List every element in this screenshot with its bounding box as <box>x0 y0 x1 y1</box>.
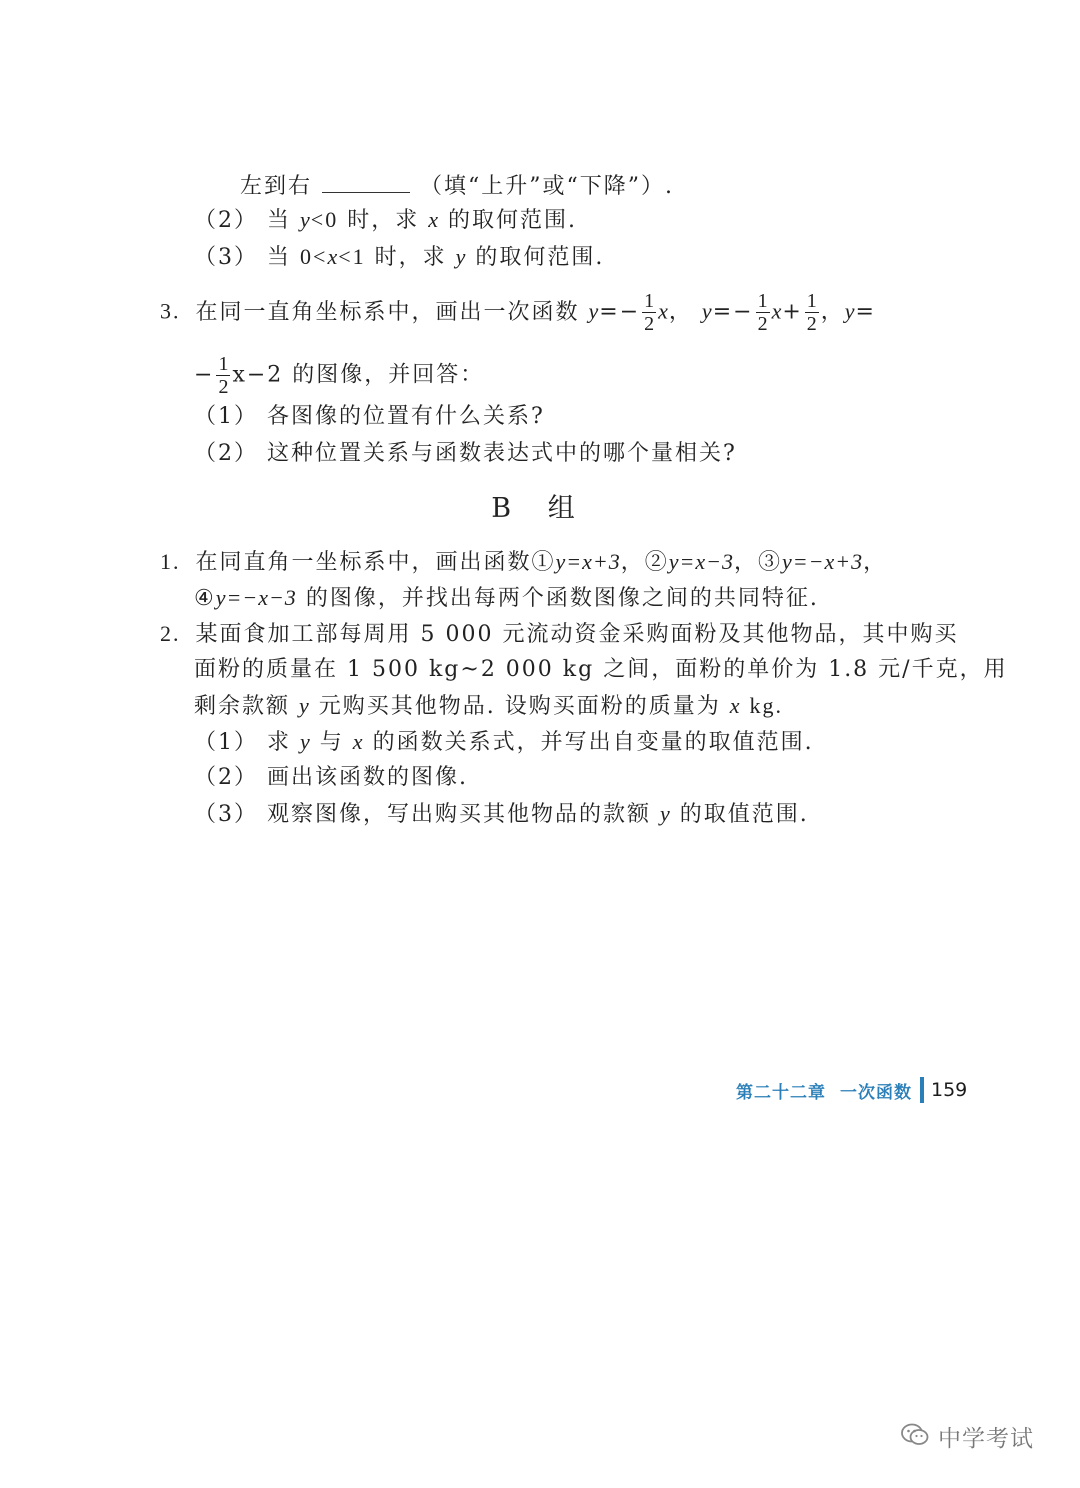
sub-text: 观察图像，写出购买其他物品的款额 <box>267 802 652 827</box>
question-text: 在同一直角坐标系中，画出一次函数 <box>195 299 580 325</box>
fraction: $\frac{1}{2}$ <box>757 290 768 335</box>
text: 时，求 <box>374 245 447 270</box>
condition: 0< <box>300 244 328 269</box>
sub-label: （3） <box>194 245 258 270</box>
var-y: y <box>455 244 467 269</box>
sub-label: （2） <box>194 208 258 233</box>
condition: <1 <box>338 244 366 269</box>
text: 时，求 <box>347 208 420 233</box>
b-q2-line2 <box>194 655 1008 685</box>
q2-tail-line <box>240 170 674 202</box>
sub-text: 的取值范围. <box>679 802 809 827</box>
q2-tail-text: 左到右 <box>240 174 313 199</box>
sub-label: （1） <box>194 404 258 429</box>
b-q2-sub3 <box>194 799 809 830</box>
text: 的取何范围. <box>475 245 605 270</box>
question-text: 在同直角一坐标系中，画出函数① <box>195 550 556 575</box>
b-q2-sub1 <box>194 727 814 758</box>
sub-text: 的函数关系式，并写出自变量的取值范围. <box>372 730 814 755</box>
question-text: 元购买其他物品. 设购买面粉的质量为 <box>318 694 721 719</box>
watermark-text: 中学考试 <box>938 1426 1034 1452</box>
var-x: x <box>428 207 439 232</box>
sub-text: 各图像的位置有什么关系? <box>267 404 545 429</box>
footer-divider <box>920 1077 924 1103</box>
var-y: y <box>300 207 311 232</box>
answer-blank[interactable] <box>322 170 410 193</box>
page-footer <box>736 1074 967 1106</box>
sub-text: 这种位置关系与函数表达式中的哪个量相关? <box>267 441 737 466</box>
question-number: 2. <box>160 621 181 646</box>
function-4: y=−x−3 <box>215 585 297 610</box>
sub-label: （1） <box>194 730 258 755</box>
q3-sub1 <box>194 402 545 432</box>
wechat-icon <box>900 1422 930 1452</box>
sub-text: 与 <box>319 730 344 755</box>
b-q1-line2 <box>194 583 819 614</box>
separator: ， <box>863 550 888 575</box>
sub-text: 求 <box>267 730 292 755</box>
watermark <box>900 1420 1034 1453</box>
function-2: y=x−3 <box>668 549 734 574</box>
fill-hint: （填“上升”或“下降”）. <box>420 174 674 199</box>
var-x: x <box>352 729 364 754</box>
section-title: B 组 <box>491 493 589 524</box>
chapter-title: 一次函数 <box>840 1082 912 1103</box>
var-y: y <box>300 729 311 754</box>
var-x: x <box>327 244 339 269</box>
var-y: y <box>660 801 671 826</box>
question-text: 剩余款额 <box>194 694 291 719</box>
b-q2-line3 <box>194 691 783 722</box>
sub-text: 画出该函数的图像. <box>267 765 468 790</box>
q3-sub2 <box>194 439 737 469</box>
b-q2-sub2 <box>194 763 468 793</box>
separator: ，② <box>620 550 669 575</box>
unit: kg. <box>749 693 784 718</box>
text: 当 <box>267 208 292 233</box>
question-text: 某面食加工部每周用 5 000 元流动资金采购面粉及其他物品，其中购买 <box>195 622 959 647</box>
var-y: y <box>299 693 310 718</box>
text: 当 <box>267 245 292 270</box>
q3-line1: 3. 在同一直角坐标系中，画出一次函数 y=− $\frac{1}{2}$ x， y=− $\frac{1}{2}$ x+ $\frac{1}{2}$ ，y= <box>160 290 876 335</box>
relation: <0 <box>310 207 339 232</box>
question-number: 1. <box>160 549 181 574</box>
question-text: x−2 的图像，并回答： <box>232 362 485 388</box>
circle-number: ④ <box>194 586 216 611</box>
function-1: y=x+3 <box>555 549 621 574</box>
sub-label: （3） <box>194 802 258 827</box>
var-x: x <box>729 693 741 718</box>
separator: ，③ <box>734 550 783 575</box>
b-q2-line1 <box>160 619 958 650</box>
b-q1-line1 <box>160 547 887 578</box>
q2-sub2 <box>194 205 577 236</box>
q3-line2: − $\frac{1}{2}$ x−2 的图像，并回答： <box>194 353 485 398</box>
question-number: 3. <box>160 298 181 324</box>
fraction: $\frac{1}{2}$ <box>644 290 655 335</box>
sub-label: （2） <box>194 441 258 466</box>
question-text: 面粉的质量在 1 500 kg~2 000 kg 之间，面粉的单价为 1.8 元/千克，用 <box>194 657 1008 682</box>
question-text: 的图像，并找出每两个函数图像之间的共同特征. <box>305 586 819 611</box>
q2-sub3 <box>194 242 604 273</box>
text: 的取何范围. <box>447 208 577 233</box>
page-number: 159 <box>931 1079 968 1101</box>
fraction: $\frac{1}{2}$ <box>218 353 229 398</box>
sub-label: （2） <box>194 765 258 790</box>
function-3: y=−x+3 <box>782 549 864 574</box>
chapter-label: 第二十二章 <box>736 1082 826 1103</box>
fraction: $\frac{1}{2}$ <box>806 290 817 335</box>
